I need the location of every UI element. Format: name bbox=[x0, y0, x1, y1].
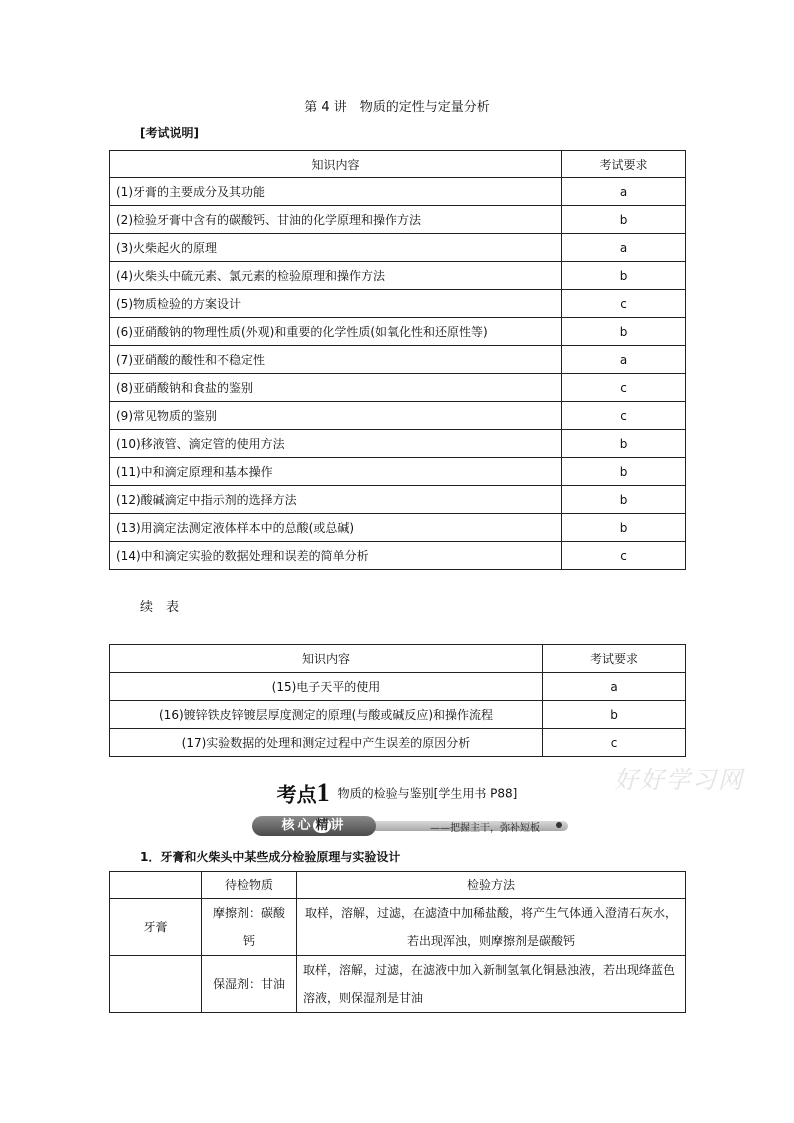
requirement-cell: b bbox=[562, 430, 686, 458]
table-row bbox=[110, 178, 686, 206]
knowledge-content-cell: (12)酸碱滴定中指示剂的选择方法 bbox=[110, 486, 562, 514]
banner-text-b: 讲 bbox=[330, 818, 347, 833]
exam-description-label: [考试说明] bbox=[140, 126, 199, 140]
table-row bbox=[110, 374, 686, 402]
table-row bbox=[110, 318, 686, 346]
requirement-cell: c bbox=[562, 542, 686, 570]
knowledge-content-cell: (11)中和滴定原理和基本操作 bbox=[110, 458, 562, 486]
knowledge-content-cell: (7)亚硝酸的酸性和不稳定性 bbox=[110, 346, 562, 374]
table-row bbox=[110, 346, 686, 374]
watermark: 好好学习网 bbox=[614, 766, 744, 794]
banner-tagline: ——把握主干，弥补短板 bbox=[430, 823, 540, 834]
table-row bbox=[110, 234, 686, 262]
substance-cell: 摩擦剂：碳酸钙 bbox=[202, 899, 297, 956]
table-row bbox=[110, 542, 686, 570]
requirement-cell: a bbox=[562, 178, 686, 206]
requirement-cell: a bbox=[562, 234, 686, 262]
knowledge-content-cell: (6)亚硝酸钠的物理性质(外观)和重要的化学性质(如氧化性和还原性等) bbox=[110, 318, 562, 346]
kaodian-prefix: 考点 bbox=[276, 782, 317, 807]
banner-text-highlight: 精 bbox=[315, 818, 329, 833]
core-lecture-banner bbox=[252, 816, 568, 836]
knowledge-content-cell: (10)移液管、滴定管的使用方法 bbox=[110, 430, 562, 458]
table-row bbox=[110, 290, 686, 318]
knowledge-content-cell: (2)检验牙膏中含有的碳酸钙、甘油的化学原理和操作方法 bbox=[110, 206, 562, 234]
table-header-row bbox=[110, 872, 686, 899]
table-row bbox=[110, 673, 686, 701]
table-header-row bbox=[110, 645, 686, 673]
requirement-cell: b bbox=[562, 262, 686, 290]
substance-cell: 保湿剂：甘油 bbox=[202, 956, 297, 1013]
table-row bbox=[110, 402, 686, 430]
knowledge-content-cell: (8)亚硝酸钠和食盐的鉴别 bbox=[110, 374, 562, 402]
requirement-cell: a bbox=[543, 673, 686, 701]
bullet-dot-icon bbox=[556, 822, 562, 828]
knowledge-content-cell: (16)镀锌铁皮锌镀层厚度测定的原理(与酸或碱反应)和操作流程 bbox=[110, 701, 543, 729]
knowledge-content-cell: (15)电子天平的使用 bbox=[110, 673, 543, 701]
header-exam-requirement: 考试要求 bbox=[562, 151, 686, 178]
table-row bbox=[110, 729, 686, 757]
continued-label: 续 表 bbox=[140, 600, 180, 615]
banner-text-a: 核心 bbox=[281, 818, 314, 833]
requirement-cell: c bbox=[562, 290, 686, 318]
kaodian-number: 1 bbox=[316, 778, 330, 807]
header-method: 检验方法 bbox=[297, 872, 686, 899]
table-row bbox=[110, 206, 686, 234]
knowledge-content-cell: (3)火柴起火的原理 bbox=[110, 234, 562, 262]
table-row bbox=[110, 701, 686, 729]
header-knowledge-content: 知识内容 bbox=[110, 151, 562, 178]
table-row bbox=[110, 262, 686, 290]
requirement-cell: b bbox=[562, 486, 686, 514]
requirement-cell: b bbox=[562, 458, 686, 486]
toothpaste-test-table bbox=[109, 871, 686, 1013]
page-title: 第 4 讲 物质的定性与定量分析 bbox=[304, 100, 490, 115]
header-exam-requirement: 考试要求 bbox=[543, 645, 686, 673]
table-header-row bbox=[110, 151, 686, 178]
group-cell: 牙膏 bbox=[110, 899, 202, 956]
requirement-cell: b bbox=[543, 701, 686, 729]
knowledge-content-cell: (17)实验数据的处理和测定过程中产生误差的原因分析 bbox=[110, 729, 543, 757]
header-knowledge-content: 知识内容 bbox=[110, 645, 543, 673]
requirement-cell: c bbox=[562, 402, 686, 430]
table-row bbox=[110, 486, 686, 514]
banner-pill bbox=[252, 816, 376, 836]
table-row bbox=[110, 458, 686, 486]
kaodian-heading bbox=[0, 778, 794, 808]
requirement-cell: b bbox=[562, 514, 686, 542]
group-cell-empty bbox=[110, 956, 202, 1013]
exam-requirements-table-continued bbox=[109, 644, 686, 757]
table-row bbox=[110, 899, 686, 956]
requirement-cell: b bbox=[562, 206, 686, 234]
knowledge-content-cell: (14)中和滴定实验的数据处理和误差的简单分析 bbox=[110, 542, 562, 570]
knowledge-content-cell: (13)用滴定法测定液体样本中的总酸(或总碱) bbox=[110, 514, 562, 542]
method-cell: 取样，溶解，过滤，在滤液中加入新制氢氧化铜悬浊液，若出现绛蓝色溶液，则保湿剂是甘油 bbox=[297, 956, 686, 1013]
method-cell: 取样，溶解，过滤，在滤渣中加稀盐酸，将产生气体通入澄清石灰水，若出现浑浊，则摩擦剂是碳酸钙 bbox=[297, 899, 686, 956]
table-row bbox=[110, 956, 686, 1013]
section-title: 1．牙膏和火柴头中某些成分检验原理与实验设计 bbox=[140, 850, 401, 864]
kaodian-title: 物质的检验与鉴别[学生用书 P88] bbox=[337, 786, 518, 801]
knowledge-content-cell: (4)火柴头中硫元素、氯元素的检验原理和操作方法 bbox=[110, 262, 562, 290]
header-blank bbox=[110, 872, 202, 899]
knowledge-content-cell: (5)物质检验的方案设计 bbox=[110, 290, 562, 318]
table-row bbox=[110, 430, 686, 458]
exam-requirements-table bbox=[109, 150, 686, 570]
requirement-cell: c bbox=[543, 729, 686, 757]
knowledge-content-cell: (9)常见物质的鉴别 bbox=[110, 402, 562, 430]
requirement-cell: c bbox=[562, 374, 686, 402]
requirement-cell: a bbox=[562, 346, 686, 374]
table-row bbox=[110, 514, 686, 542]
requirement-cell: b bbox=[562, 318, 686, 346]
knowledge-content-cell: (1)牙膏的主要成分及其功能 bbox=[110, 178, 562, 206]
header-substance: 待检物质 bbox=[202, 872, 297, 899]
